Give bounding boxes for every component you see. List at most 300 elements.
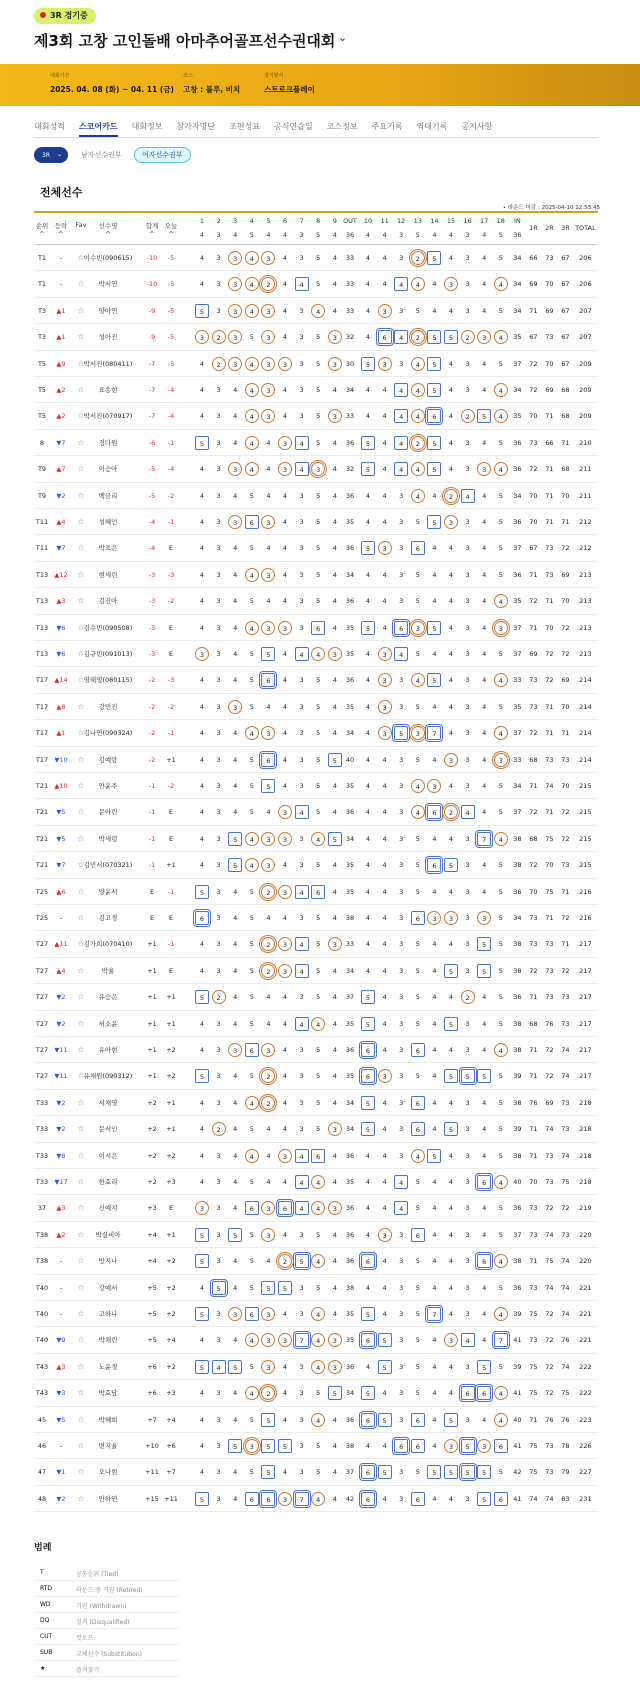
- favorite-star-icon[interactable]: ☆: [77, 1177, 85, 1186]
- hole-score: 3: [465, 887, 470, 896]
- total-to-par: -9: [148, 306, 156, 315]
- sort-caret-icon[interactable]: ^: [149, 230, 155, 238]
- favorite-star-icon[interactable]: ☆: [77, 622, 85, 632]
- hole-score: 5: [249, 1362, 254, 1371]
- hole-score: 4: [199, 544, 205, 553]
- out-score: 36: [345, 544, 355, 553]
- hole-score: 4: [282, 570, 288, 579]
- round2-score: 73: [545, 254, 554, 262]
- favorite-star-icon[interactable]: ☆: [77, 279, 85, 289]
- table-row: [34, 351, 598, 377]
- tab-8[interactable]: 주요기록: [371, 122, 403, 131]
- hole-score: 4: [448, 887, 454, 896]
- favorite-star-icon[interactable]: ☆: [77, 305, 85, 315]
- favorite-star-icon[interactable]: ☆: [77, 1361, 85, 1371]
- favorite-star-icon[interactable]: ☆: [77, 464, 85, 474]
- favorite-star-icon[interactable]: ☆: [77, 807, 85, 817]
- hole-score: 3: [399, 1230, 404, 1239]
- total-to-par: -3: [148, 597, 156, 606]
- hole-score: 5: [361, 436, 375, 450]
- legend-row: [34, 1629, 178, 1645]
- hole-score: 3: [299, 1389, 304, 1398]
- tab-5[interactable]: 조편성표: [229, 122, 261, 131]
- hole-score: 4: [282, 1178, 288, 1186]
- player-name: 유채원(090312): [83, 1072, 133, 1081]
- hole-score: 5: [249, 491, 254, 500]
- round3-score: 72: [561, 914, 570, 922]
- favorite-star-icon[interactable]: ☆: [77, 860, 85, 870]
- today-to-par: +2: [166, 1257, 176, 1266]
- hole-score: 3: [465, 755, 470, 764]
- today-to-par: +1: [166, 1019, 176, 1028]
- round2-score: 75: [545, 887, 554, 896]
- out-score: 36: [345, 1415, 355, 1424]
- hole-score: 3: [261, 383, 275, 397]
- hole-score: 4: [382, 1019, 387, 1028]
- hole-score: 4: [365, 1151, 371, 1160]
- hole-score: 4: [382, 597, 387, 606]
- round3-score: 74: [561, 1151, 570, 1160]
- hole-score: 3: [216, 1389, 221, 1398]
- hole-score: 3: [399, 306, 404, 315]
- rank-change: ▲12: [54, 570, 68, 579]
- table-row: [34, 1380, 598, 1406]
- in-score: 36: [513, 570, 522, 579]
- hole-score: 4: [282, 676, 288, 685]
- hole-score: 4: [432, 1362, 437, 1371]
- hole-score: 6: [361, 1492, 375, 1506]
- hole-score: 4: [199, 755, 205, 764]
- player-name: 성아진: [98, 333, 118, 342]
- favorite-star-icon[interactable]: ☆: [77, 253, 85, 262]
- round1-score: 70: [529, 518, 538, 526]
- favorite-star-icon[interactable]: ☆: [77, 1150, 85, 1160]
- hole-score: 5: [316, 1125, 321, 1134]
- rank-cell: T13: [35, 623, 49, 632]
- favorite-star-icon[interactable]: ☆: [77, 1335, 85, 1345]
- hole-score: 6: [361, 1254, 375, 1268]
- hole-number: 13: [413, 217, 422, 225]
- round1-score: 73: [529, 676, 538, 685]
- hole-score: 3: [216, 966, 221, 975]
- player-name: 방지나: [98, 1257, 118, 1266]
- hole-score: 4: [266, 1151, 271, 1160]
- hole-score: 5: [498, 966, 503, 975]
- hole-score: 4: [245, 357, 259, 371]
- favorite-star-icon[interactable]: ☆: [77, 411, 85, 421]
- rank-cell: T38: [35, 1257, 49, 1266]
- table-row: [34, 509, 598, 535]
- favorite-star-icon[interactable]: ☆: [77, 1441, 85, 1450]
- hole-score: 3: [195, 647, 209, 661]
- rank-change: ▼5: [56, 834, 66, 843]
- hole-score: 5: [195, 885, 209, 899]
- favorite-star-icon[interactable]: ☆: [77, 649, 85, 658]
- hole-score: 5: [249, 702, 254, 711]
- round3-score: 83: [561, 1494, 570, 1503]
- hole-score: 4: [295, 647, 309, 661]
- favorite-star-icon[interactable]: ☆: [77, 913, 85, 922]
- hole-score: 4: [199, 623, 205, 632]
- hole-score: 3: [299, 1442, 304, 1450]
- favorite-star-icon[interactable]: ☆: [77, 833, 85, 843]
- favorite-star-icon[interactable]: ☆: [77, 569, 85, 579]
- favorite-star-icon[interactable]: ☆: [77, 332, 85, 342]
- total-to-par: E: [149, 887, 155, 896]
- player-name: 안하연: [98, 1494, 118, 1503]
- hole-score: 5: [444, 858, 458, 872]
- hole-score: 4: [382, 861, 387, 870]
- hole-score: 4: [482, 702, 487, 711]
- player-name: 이수빈(090615): [83, 254, 133, 262]
- tab-4[interactable]: 참가자명단: [176, 122, 216, 131]
- hole-score: 4: [233, 914, 238, 922]
- favorite-star-icon[interactable]: ☆: [77, 701, 85, 711]
- hole-score: 4: [311, 1254, 325, 1268]
- hole-number: 7: [299, 217, 304, 225]
- hole-score: 5: [415, 1204, 420, 1213]
- hole-score: 3: [216, 676, 221, 685]
- tab-2[interactable]: 스코어카드: [79, 121, 118, 137]
- hole-score: 4: [461, 489, 475, 503]
- hole-score: 4: [199, 491, 205, 500]
- hole-score: 4: [282, 1046, 288, 1054]
- chevron-down-icon[interactable]: ⌄: [338, 31, 348, 44]
- rank-change: -: [59, 1442, 63, 1450]
- out-score: 35: [345, 1019, 355, 1028]
- total-to-par: -2: [148, 702, 156, 711]
- hole-score: 3: [465, 1125, 470, 1134]
- favorite-star-icon[interactable]: ☆: [77, 543, 85, 553]
- hole-score: 4: [382, 1125, 387, 1134]
- hole-score: 2: [212, 357, 226, 371]
- favorite-star-icon[interactable]: ☆: [77, 1467, 85, 1477]
- hole-score: 5: [249, 333, 254, 342]
- total-to-par: -1: [148, 808, 156, 817]
- hole-score: 6: [311, 621, 325, 635]
- hole-score: 4: [199, 782, 205, 790]
- hole-number: 10: [363, 217, 373, 225]
- hole-score: 4: [382, 570, 387, 579]
- favorite-star-icon[interactable]: ☆: [77, 1203, 85, 1213]
- hole-score: 6: [311, 1149, 325, 1163]
- today-to-par: E: [168, 1204, 174, 1213]
- out-score: 35: [345, 702, 355, 711]
- hole-score: 6: [411, 1228, 425, 1242]
- favorite-star-icon[interactable]: ☆: [77, 992, 85, 1002]
- total-score: 215: [579, 782, 592, 790]
- favorite-star-icon[interactable]: ☆: [77, 886, 85, 896]
- hole-score: 5: [461, 1069, 475, 1083]
- hole-score: 4: [295, 1149, 309, 1163]
- favorite-star-icon[interactable]: ☆: [77, 675, 85, 685]
- hole-score: 3: [465, 518, 470, 526]
- rank-change: ▼2: [56, 993, 66, 1002]
- favorite-star-icon[interactable]: ☆: [77, 1229, 85, 1239]
- hole-score: 3: [399, 1125, 404, 1134]
- favorite-star-icon[interactable]: ☆: [77, 358, 85, 368]
- tab-10[interactable]: 공지사항: [461, 122, 493, 131]
- hole-score: 3: [378, 541, 392, 555]
- hole-score: 2: [461, 330, 475, 344]
- hole-score: 4: [199, 1098, 205, 1107]
- hole-score: 2: [411, 251, 425, 265]
- hole-score: 4: [461, 1333, 475, 1347]
- favorite-star-icon[interactable]: ☆: [77, 1071, 85, 1081]
- rank-change: ▼10: [54, 755, 68, 764]
- rank-change: ▲1: [56, 333, 66, 342]
- out-score: 35: [345, 887, 355, 896]
- favorite-star-icon[interactable]: ☆: [77, 1124, 85, 1134]
- out-score: 42: [345, 1494, 355, 1503]
- hole-score: 5: [427, 621, 441, 635]
- table-row: [34, 641, 598, 667]
- round1-score: 73: [529, 1230, 538, 1239]
- womens-division-button[interactable]: 여자선수권부: [134, 147, 191, 163]
- table-top-border: [34, 211, 598, 213]
- total-score: 206: [579, 254, 592, 262]
- hole-score: 5: [394, 726, 408, 740]
- hole-score: 3: [278, 832, 292, 846]
- hole-score: 5: [378, 1465, 392, 1479]
- hole-score: 4: [332, 861, 337, 870]
- hole-score: 4: [448, 254, 454, 262]
- hole-score: 5: [249, 1283, 254, 1292]
- hole-score: 3: [465, 359, 470, 368]
- round-close-time: • 라운드 마감 : 2025-04-10 12:53:45: [502, 205, 600, 211]
- hole-score: 3: [299, 597, 304, 606]
- hole-score: 3: [216, 623, 221, 632]
- hole-score: 3: [216, 1257, 221, 1266]
- in-score: 36: [513, 1204, 522, 1213]
- favorite-star-icon[interactable]: ☆: [77, 385, 85, 394]
- hole-score: 4: [233, 1204, 238, 1213]
- round1-score: 71: [529, 1072, 538, 1081]
- sort-caret-icon[interactable]: ^: [39, 230, 45, 238]
- rank-change: ▲2: [56, 386, 66, 394]
- hole-score: 4: [482, 306, 487, 315]
- favorite-star-icon[interactable]: ☆: [77, 939, 85, 949]
- rank-cell: T40: [35, 1310, 49, 1318]
- round2-score: 74: [545, 1125, 554, 1134]
- total-to-par: -7: [148, 386, 156, 394]
- hole-score: 4: [448, 306, 454, 315]
- favorite-star-icon[interactable]: ☆: [77, 1414, 85, 1424]
- tab-7[interactable]: 코스정보: [326, 122, 358, 131]
- favorite-star-icon[interactable]: ☆: [77, 1097, 85, 1107]
- round3-score: 73: [561, 861, 570, 870]
- hole-score: 4: [266, 914, 271, 922]
- rank-cell: T13: [35, 650, 49, 658]
- favorite-star-icon[interactable]: ☆: [77, 1018, 85, 1028]
- hole-score: 4: [365, 1204, 371, 1213]
- favorite-star-icon[interactable]: ☆: [77, 596, 85, 606]
- mens-division-button[interactable]: 남자선수권부: [81, 151, 122, 159]
- tab-1[interactable]: 대회성적: [34, 122, 65, 131]
- tab-divider: [34, 137, 598, 138]
- hole-score: 3: [328, 409, 342, 423]
- course-info: [183, 72, 240, 95]
- rank-cell: T33: [35, 1125, 49, 1134]
- hole-score: 3: [299, 1468, 304, 1477]
- hole-score: 2: [261, 964, 275, 978]
- hole-score: 3: [427, 779, 441, 793]
- out-score: 34: [345, 966, 355, 975]
- hole-score: 4: [311, 1017, 325, 1031]
- favorite-star-icon[interactable]: ☆: [77, 437, 85, 447]
- hole-score: 4: [382, 438, 387, 447]
- favorite-star-icon[interactable]: ☆: [77, 728, 85, 738]
- player-name: 박서진(080411): [83, 359, 133, 368]
- table-row: [34, 298, 598, 324]
- hole-score: 3: [216, 465, 221, 474]
- favorite-star-icon[interactable]: ☆: [77, 781, 85, 790]
- chevron-down-icon: ⌄: [56, 151, 62, 158]
- favorite-star-icon[interactable]: ☆: [77, 1493, 85, 1503]
- hole-score: 6: [245, 1201, 259, 1215]
- rank-cell: T21: [35, 834, 49, 843]
- hole-score: 3: [216, 861, 221, 870]
- today-to-par: +2: [166, 1310, 176, 1318]
- hole-score: 3: [261, 1307, 275, 1321]
- favorite-star-icon[interactable]: ☆: [77, 1309, 85, 1318]
- hole-score: 3: [399, 755, 404, 764]
- total-to-par: -9: [148, 333, 156, 342]
- favorite-star-icon[interactable]: ☆: [77, 1256, 85, 1266]
- total-score: 214: [579, 729, 592, 738]
- total-score: 211: [579, 491, 592, 500]
- in-score: 37: [513, 359, 522, 368]
- total-to-par: +7: [147, 1415, 157, 1424]
- total-to-par: +11: [145, 1468, 159, 1477]
- hole-score: 3: [399, 1098, 404, 1107]
- favorite-star-icon[interactable]: ☆: [77, 490, 85, 500]
- hole-score: 4: [365, 518, 371, 526]
- favorite-star-icon[interactable]: ☆: [77, 965, 85, 975]
- today-to-par: -4: [167, 386, 175, 394]
- tab-6[interactable]: 공식연습일: [274, 122, 313, 131]
- favorite-star-icon[interactable]: ☆: [77, 1282, 85, 1292]
- round3-score: 68: [561, 412, 570, 421]
- round2-score: 70: [545, 359, 554, 368]
- hole-score: 3: [216, 1442, 221, 1450]
- round3-score: 73: [561, 1230, 570, 1239]
- player-name: 표송현: [98, 386, 118, 394]
- hole-score: 4: [411, 383, 425, 397]
- col-total-header: TOTAL: [575, 224, 596, 232]
- hole-score: 5: [316, 755, 321, 764]
- hole-score: 5: [378, 1360, 392, 1374]
- round-select[interactable]: [34, 147, 68, 163]
- hole-score: 4: [332, 1072, 337, 1081]
- rank-cell: T1: [37, 254, 47, 262]
- out-score: 34: [345, 1389, 355, 1398]
- hole-score: 4: [332, 570, 337, 579]
- player-name: 신예지: [98, 1204, 118, 1213]
- in-score: 37: [513, 729, 522, 738]
- table-row: [34, 826, 598, 852]
- total-score: 231: [579, 1494, 592, 1503]
- hole-score: 4: [432, 1098, 437, 1107]
- hole-score: 4: [448, 438, 454, 447]
- hole-score: 4: [365, 1362, 371, 1371]
- round3-score: 74: [561, 1072, 570, 1081]
- today-to-par: -5: [167, 359, 175, 368]
- round3-score: 70: [561, 491, 570, 500]
- legend: [34, 1540, 178, 1677]
- out-score: 35: [345, 1336, 355, 1345]
- hole-score: 4: [448, 1230, 454, 1239]
- in-score: 36: [513, 438, 522, 447]
- total-to-par: E: [149, 914, 155, 922]
- hole-score: 4: [482, 1125, 487, 1134]
- hole-score: 4: [382, 623, 387, 632]
- hole-score: 2: [261, 1069, 275, 1083]
- sort-caret-icon[interactable]: ^: [105, 230, 111, 238]
- tab-9[interactable]: 역대기록: [416, 122, 448, 131]
- today-to-par: E: [168, 544, 174, 553]
- hole-score: 4: [233, 993, 238, 1002]
- hole-par: 4: [382, 231, 387, 239]
- rank-change: ▼5: [56, 808, 66, 817]
- hole-par: 5: [249, 231, 254, 239]
- hole-score: 3: [378, 673, 392, 687]
- today-to-par: +6: [166, 1442, 176, 1450]
- hole-score: 4: [448, 359, 454, 368]
- total-score: 226: [579, 1442, 592, 1450]
- hole-score: 4: [245, 436, 259, 450]
- total-to-par: +10: [145, 1442, 159, 1450]
- hole-score: 3: [278, 1149, 292, 1163]
- hole-score: 3: [465, 1230, 470, 1239]
- hole-score: 3: [261, 251, 275, 265]
- favorite-star-icon[interactable]: ☆: [77, 754, 85, 764]
- round1-score: 71: [529, 993, 538, 1002]
- hole-score: 7: [427, 726, 441, 740]
- total-score: 207: [579, 306, 592, 315]
- hole-score: 5: [249, 1468, 254, 1477]
- table-row: [34, 799, 598, 825]
- col-fav-header: Fav: [75, 221, 87, 229]
- hole-score: 4: [365, 412, 371, 421]
- table-row: [34, 879, 598, 905]
- rank-cell: T25: [35, 914, 49, 922]
- in-score: 33: [513, 676, 522, 685]
- favorite-star-icon[interactable]: ☆: [77, 1388, 85, 1398]
- hole-score: 4: [199, 570, 205, 579]
- hole-score: 5: [498, 570, 503, 579]
- hole-score: 5: [361, 1386, 375, 1400]
- round3-score: 70: [561, 597, 570, 606]
- hole-score: 5: [316, 1230, 321, 1239]
- total-to-par: +5: [147, 1310, 157, 1318]
- hole-score: 3: [477, 462, 491, 476]
- sort-caret-icon[interactable]: ^: [58, 230, 64, 238]
- hole-score: 5: [444, 964, 458, 978]
- favorite-star-icon[interactable]: ☆: [77, 1045, 85, 1054]
- hole-score: 4: [411, 779, 425, 793]
- tab-3[interactable]: 대회정보: [131, 122, 163, 131]
- round2-score: 72: [545, 650, 554, 658]
- hole-score: 4: [494, 330, 508, 344]
- in-score: 40: [513, 1415, 522, 1424]
- favorite-star-icon[interactable]: ☆: [77, 517, 85, 526]
- sort-caret-icon[interactable]: ^: [168, 230, 174, 238]
- hole-score: 4: [482, 518, 487, 526]
- round1-score: 67: [529, 544, 538, 553]
- rank-cell: T40: [35, 1283, 49, 1292]
- today-to-par: E: [168, 834, 174, 843]
